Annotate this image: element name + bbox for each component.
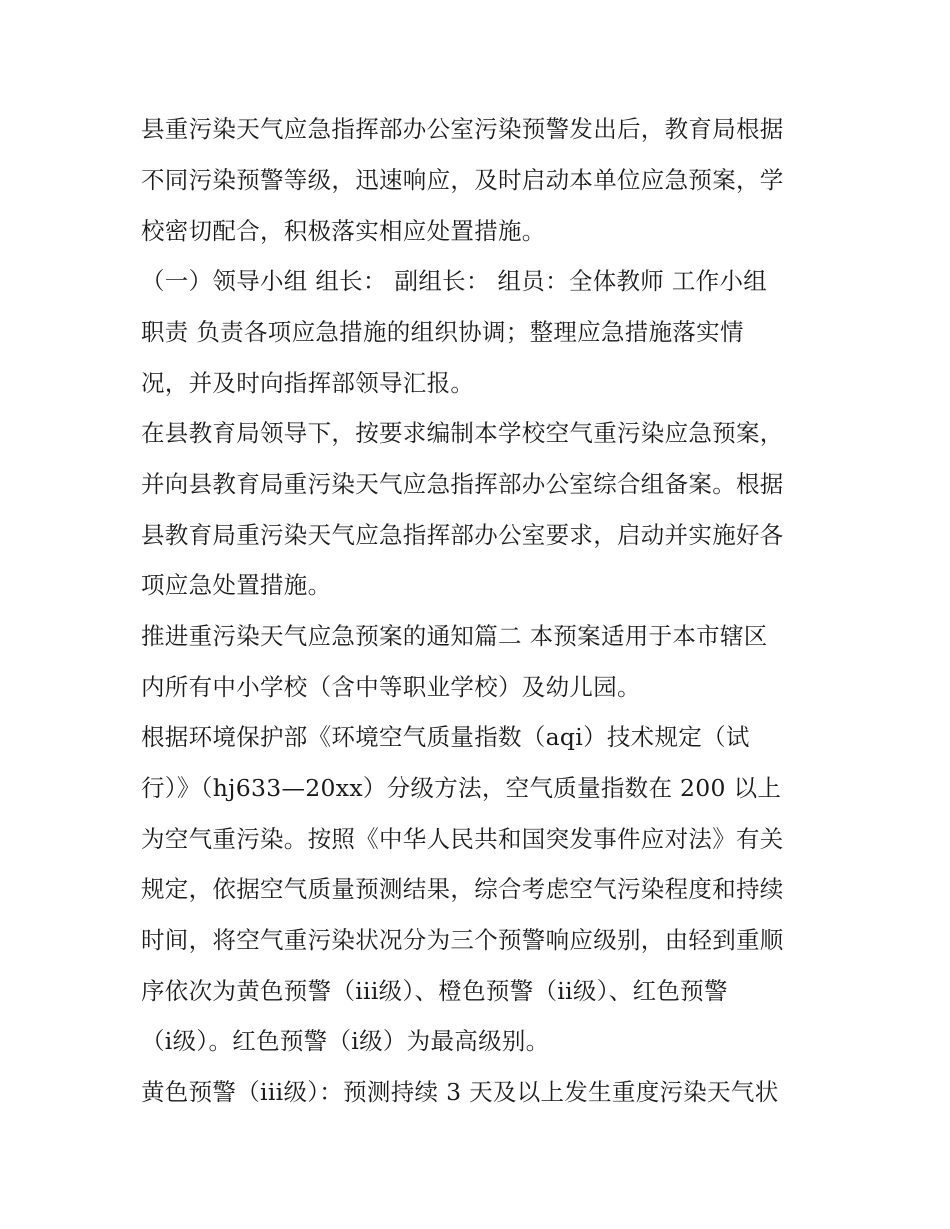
text-line: 项应急处置措施。 [141, 571, 332, 599]
text-line: 县教育局重污染天气应急指挥部办公室要求，启动并实施好各 [141, 521, 784, 549]
text-line: 行）》（hj633—20xx）分级方法，空气质量指数在 200 以上 [141, 774, 782, 802]
text-line: 在县教育局领导下，按要求编制本学校空气重污染应急预案， [141, 419, 784, 447]
text-line: 规定，依据空气质量预测结果，综合考虑空气污染程度和持续 [141, 875, 784, 903]
text-line: 不同污染预警等级，迅速响应，及时启动本单位应急预案，学 [141, 166, 784, 194]
text-line: 况，并及时向指挥部领导汇报。 [141, 369, 475, 397]
text-line: 为空气重污染。按照《中华人民共和国突发事件应对法》有关 [141, 825, 784, 853]
text-line: 黄色预警（iii级）：预测持续 3 天及以上发生重度污染天气状 [141, 1078, 779, 1106]
text-line: 时间，将空气重污染状况分为三个预警响应级别，由轻到重顺 [141, 926, 784, 954]
text-line: 并向县教育局重污染天气应急指挥部办公室综合组备案。根据 [141, 470, 784, 498]
text-line: （i级）。红色预警（i级）为最高级别。 [141, 1027, 550, 1055]
text-line: 县重污染天气应急指挥部办公室污染预警发出后，教育局根据 [141, 115, 784, 143]
text-line: 校密切配合，积极落实相应处置措施。 [141, 217, 546, 245]
text-line: 职责 负责各项应急措施的组织协调；整理应急措施落实情 [141, 318, 744, 346]
text-line: 序依次为黄色预警（iii级）、橙色预警（ii级）、红色预警 [141, 977, 728, 1005]
text-line: 根据环境保护部《环境空气质量指数（aqi）技术规定（试 [141, 723, 750, 751]
text-line: （一）领导小组 组长： 副组长： 组员：全体教师 工作小组 [141, 267, 768, 295]
text-line: 推进重污染天气应急预案的通知篇二 本预案适用于本市辖区 [141, 622, 768, 650]
text-line: 内所有中小学校（含中等职业学校）及幼儿园。 [141, 673, 641, 701]
